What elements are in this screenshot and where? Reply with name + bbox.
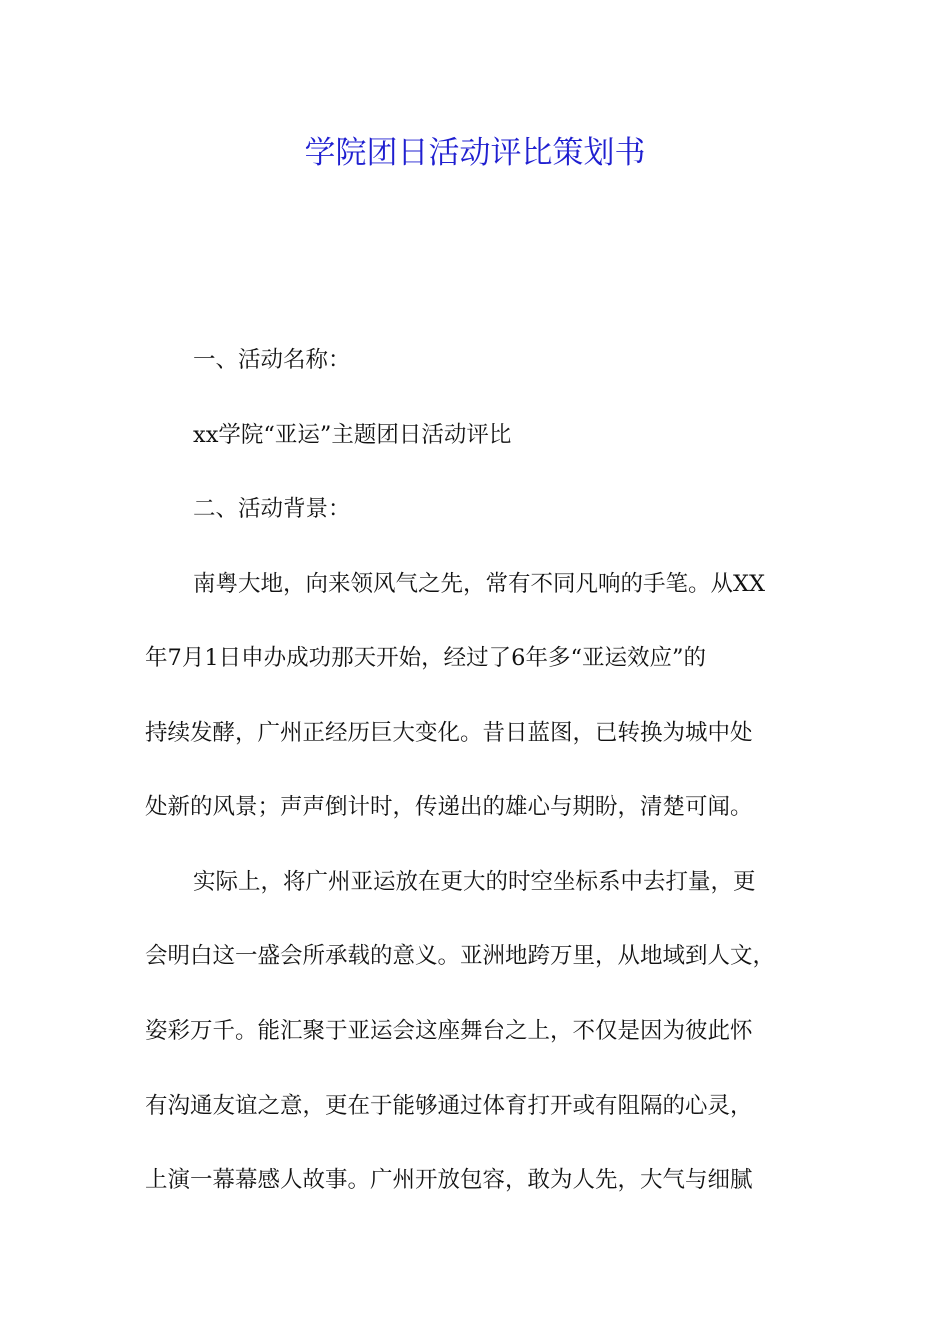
paragraph-line: 处新的风景；声声倒计时，传递出的雄心与期盼，清楚可闻。 — [145, 794, 753, 820]
paragraph-line: 姿彩万千。能汇聚于亚运会这座舞台之上，不仅是因为彼此怀 — [145, 1018, 753, 1044]
activity-name-text: xx学院“亚运”主题团日活动评比 — [193, 422, 512, 448]
paragraph-line: 持续发酵，广州正经历巨大变化。昔日蓝图，已转换为城中处 — [145, 720, 753, 746]
paragraph-line: 实际上，将广州亚运放在更大的时空坐标系中去打量，更 — [193, 869, 756, 895]
document-title: 学院团日活动评比策划书 — [304, 135, 646, 171]
paragraph-line: 有沟通友谊之意，更在于能够通过体育打开或有阻隔的心灵， — [145, 1093, 753, 1119]
paragraph-line: 年7月1日申办成功那天开始，经过了6年多“亚运效应”的 — [145, 645, 706, 671]
paragraph-line: 会明白这一盛会所承载的意义。亚洲地跨万里，从地域到人文， — [145, 943, 776, 969]
section-heading-activity-background: 二、活动背景： — [193, 496, 351, 522]
paragraph-line: 南粤大地，向来领风气之先，常有不同凡响的手笔。从XX — [193, 571, 766, 597]
paragraph-line: 上演一幕幕感人故事。广州开放包容，敢为人先，大气与细腻 — [145, 1167, 753, 1193]
section-heading-activity-name: 一、活动名称： — [193, 347, 351, 373]
